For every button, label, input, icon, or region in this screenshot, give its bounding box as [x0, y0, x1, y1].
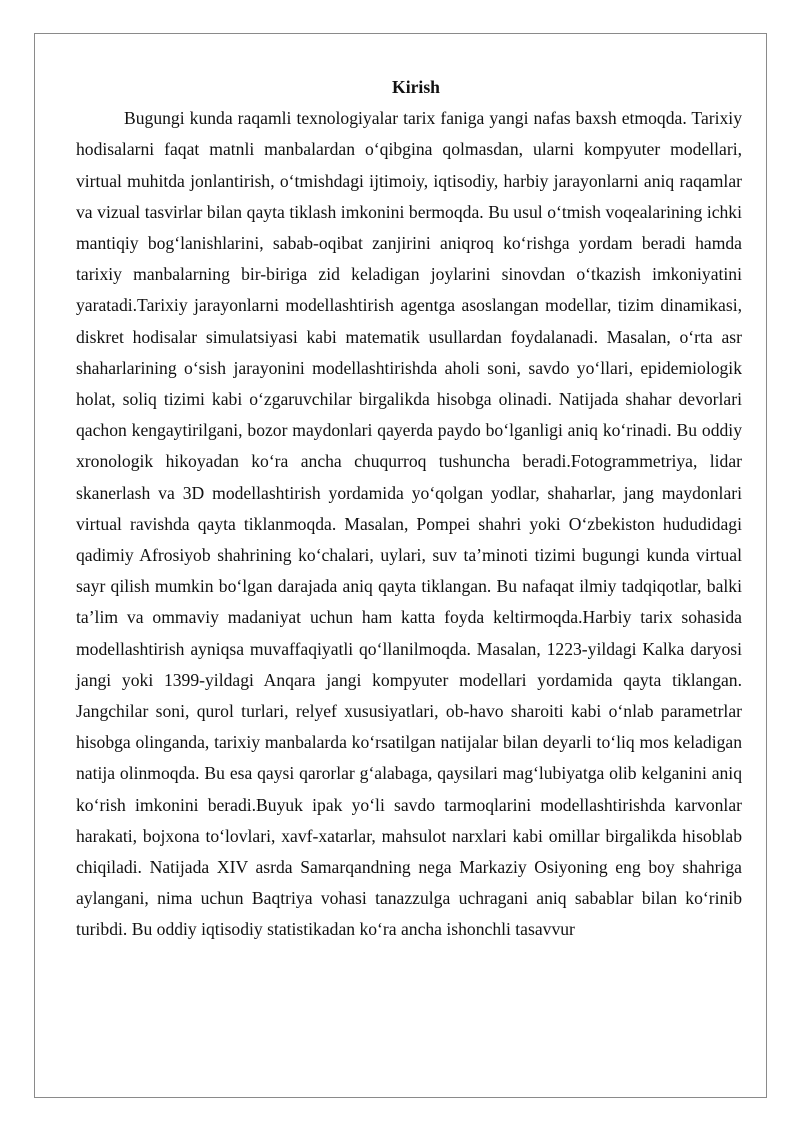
body-paragraph: Bugungi kunda raqamli texnologiyalar tarix faniga yangi nafas baxsh etmoqda. Tarixiy hodisalarni faqat matnli manbalardan oʻqibgina qolmasdan, ularni kompyuter modellari, virtual muhitda jonlantirish, oʻtmishdagi ijtimoiy, iqtisodiy, harbiy jarayonlarni aniq raqamlar va vizual tasvirlar bilan qayta tiklash imkonini bermoqda. Bu usul oʻtmish voqealarining ichki mantiqiy bogʻlanishlarini, sabab-oqibat zanjirini aniqroq koʻrishga yordam beradi hamda tarixiy manbalarning bir-biriga zid keladigan joylarini sinovdan oʻtkazish imkoniyatini yaratadi.Tarixiy jarayonlarni modellashtirish agentga asoslangan modellar, tizim dinamikasi, diskret hodisalar simulatsiyasi kabi matematik usullardan foydalanadi. Masalan, oʻrta asr shaharlarining oʻsish jarayonini modellashtirishda aholi soni, savdo yoʻllari, epidemiologik holat, soliq tizimi kabi oʻzgaruvchilar birgalikda hisobga olinadi. Natijada shahar devorlari qachon kengaytirilgani, bozor maydonlari qayerda paydo boʻlganligi aniq koʻrinadi. Bu oddiy xronologik hikoyadan koʻra ancha chuqurroq tushuncha beradi.Fotogrammetriya, lidar skanerlash va 3D modellashtirish yordamida yoʻqolgan yodlar, shaharlar, jang maydonlari virtual ravishda qayta tiklanmoqda. Masalan, Pompei shahri yoki Oʻzbekiston hududidagi qadimiy Afrosiyob shahrining koʻchalari, uylari, suv taʼminoti tizimi bugungi kunda virtual sayr qilish mumkin boʻlgan darajada aniq qayta tiklangan. Bu nafaqat ilmiy tadqiqotlar, balki taʼlim va ommaviy madaniyat uchun ham katta foyda keltirmoqda.Harbiy tarix sohasida modellashtirish ayniqsa muvaffaqiyatli qoʻllanilmoqda. Masalan, 1223-yildagi Kalka daryosi jangi yoki 1399-yildagi Anqara jangi kompyuter modellari yordamida qayta tiklangan. Jangchilar soni, qurol turlari, relyef xususiyatlari, ob-havo sharoiti kabi oʻnlab parametrlar hisobga olinganda, tarixiy manbalarda koʻrsatilgan natijalar bilan deyarli toʻliq mos keladigan natija olinmoqda. Bu esa qaysi qarorlar gʻalabaga, qaysilari magʻlubiyatga olib kelganini aniq koʻrish imkonini beradi.Buyuk ipak yoʻli savdo tarmoqlarini modellashtirishda karvonlar harakati, bojxona toʻlovlari, xavf-xatarlar, mahsulot narxlari kabi omillar birgalikda hisoblab chiqiladi. Natijada XIV asrda Samarqandning nega Markaziy Osiyoning eng boy shahriga aylangani, nima uchun Baqtriya vohasi tanazzulga uchragani aniq sabablar bilan koʻrinib turibdi. Bu oddiy iqtisodiy statistikadan koʻra ancha ishonchli tasavvur: [76, 108, 742, 940]
section-title: Kirish: [392, 77, 440, 97]
document-body: [76, 72, 742, 946]
